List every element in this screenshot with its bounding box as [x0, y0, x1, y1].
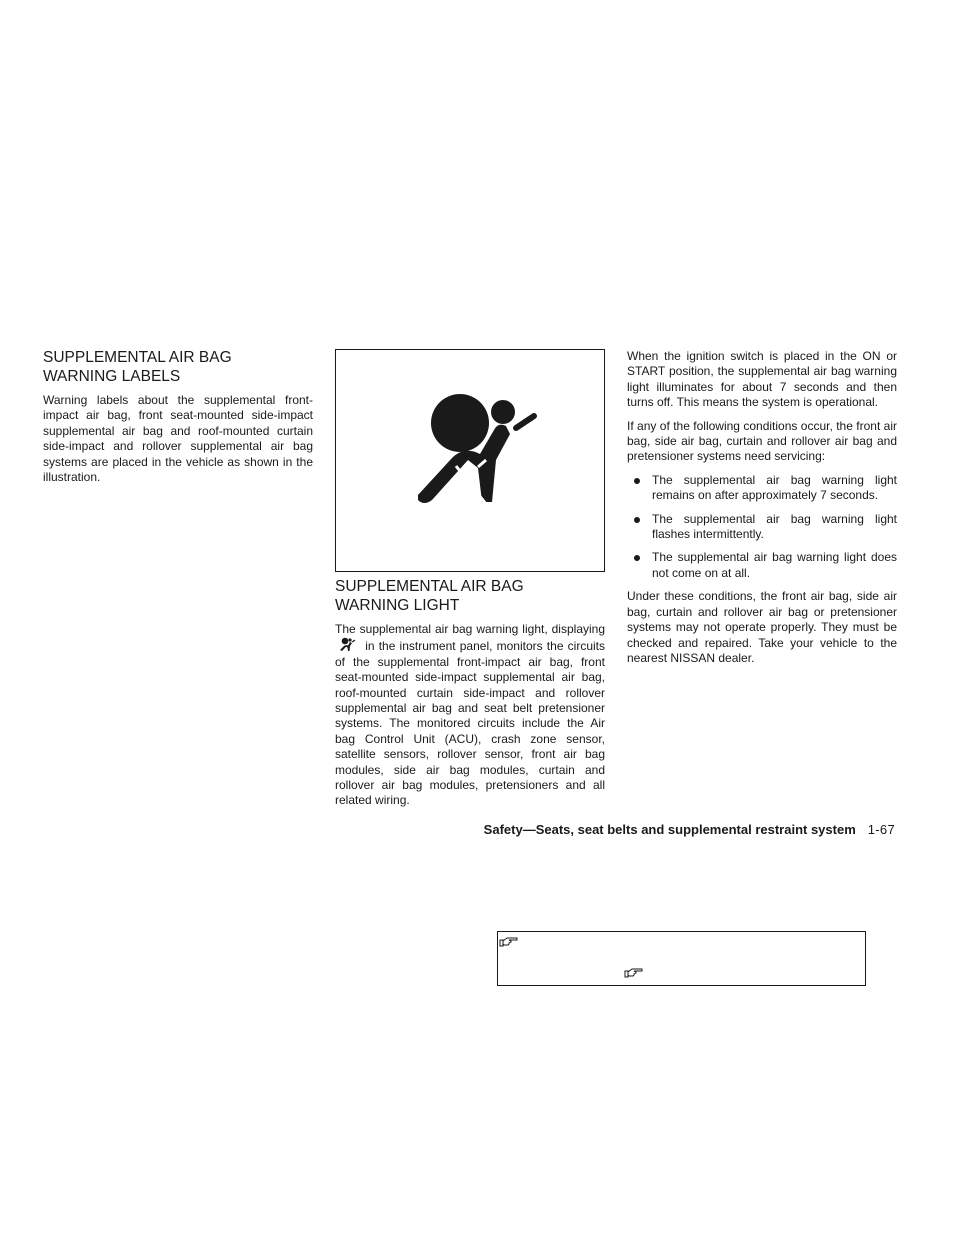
ignition-paragraph: When the ignition switch is placed in the ON or START position, the supplemental air bag warning light illuminates for about 7 seconds and then turns off. This means the system is operational. [627, 349, 897, 410]
airbag-warning-icon [336, 350, 604, 571]
column-middle [335, 349, 605, 809]
section-heading-warning-labels: SUPPLEMENTAL AIR BAG WARNING LABELS [43, 349, 232, 385]
warning-light-paragraph: The supplemental air bag warning light, displaying in the instrument panel, monitors the circuits of the supplemental front-impact air bag, front seat-mounted side-impact supplemental air bag, roof-mounted curtain side-impact and rollover supplemental air bag and seat belt pretensioner systems. The monitored circuits include the Air bag Control Unit (ACU), crash zone sensor, satellite sensors, rollover sensor, front air bag modules, side air bag modules, curtain and rollover air bag modules, pretensioners and all related wiring. [335, 622, 605, 808]
list-item: The supplemental air bag warning light does not come on at all. [627, 550, 897, 581]
reference-box [497, 931, 866, 986]
conditions-list [627, 473, 897, 581]
list-item: The supplemental air bag warning light remains on after approximately 7 seconds. [627, 473, 897, 504]
page-footer [484, 822, 895, 837]
page-number: 1-67 [867, 822, 895, 837]
dealer-paragraph: Under these conditions, the front air bag, side air bag, curtain and rollover air bag or pretensioner systems may not operate properly. They must be checked and repaired. Take your vehicle to the nearest NISSAN dealer. [627, 589, 897, 665]
pointing-hand-icon [624, 966, 644, 980]
airbag-warning-inline-icon [339, 637, 359, 653]
column-left [43, 349, 313, 485]
footer-title: Safety—Seats, seat belts and supplemental restraint system [483, 822, 856, 837]
pointing-hand-icon [499, 934, 519, 948]
warning-labels-paragraph: Warning labels about the supplemental front-impact air bag, front seat-mounted side-impact supplemental air bag and roof-mounted curtain side-impact and rollover supplemental air bag systems are placed in the vehicle as shown in the illustration. [43, 393, 313, 485]
section-heading-warning-light: SUPPLEMENTAL AIR BAG WARNING LIGHT [335, 578, 524, 614]
column-right [627, 349, 897, 666]
airbag-warning-figure [335, 349, 605, 572]
conditions-paragraph: If any of the following conditions occur, the front air bag, side air bag, curtain and rollover air bag and pretensioner systems need servicing: [627, 418, 897, 464]
list-item: The supplemental air bag warning light flashes intermittently. [627, 512, 897, 543]
